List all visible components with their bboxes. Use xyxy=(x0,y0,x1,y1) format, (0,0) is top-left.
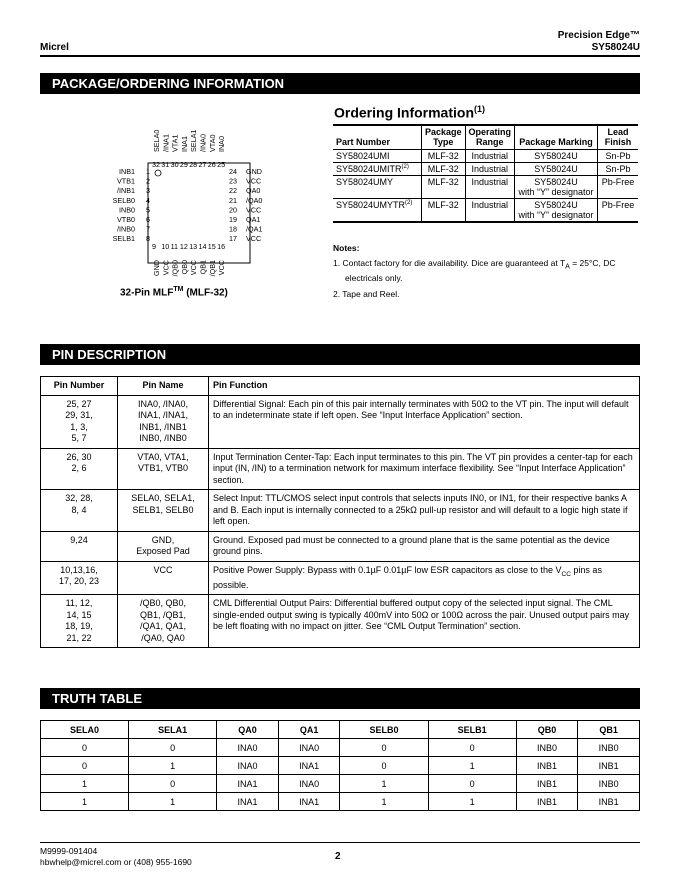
pin-number-line: 26, 30 xyxy=(66,451,92,462)
pin-number-bottom: 13 xyxy=(189,242,198,251)
ordering-row xyxy=(333,163,638,176)
truth-row xyxy=(41,793,640,811)
section-package-ordering: PACKAGE/ORDERING INFORMATION xyxy=(40,73,640,94)
section-pin-description: PIN DESCRIPTION xyxy=(40,344,640,365)
pin-number-top: 28 xyxy=(189,160,198,169)
pin-number-left: 8 xyxy=(146,234,150,244)
pin-number-line: 10,13,16, xyxy=(60,564,98,575)
truth-cell: INB1 xyxy=(578,793,640,811)
pin-number-line: 9,24 xyxy=(70,534,88,545)
pin-row xyxy=(41,490,640,532)
truth-cell: 1 xyxy=(41,793,129,811)
pin-row xyxy=(41,395,640,448)
col-part-number: Part Number xyxy=(333,125,422,150)
truth-cell: 1 xyxy=(129,793,217,811)
product-line: Precision Edge™ xyxy=(557,30,640,41)
cell-marking xyxy=(515,199,598,223)
pin-name-line: /QA0, QA0 xyxy=(141,632,185,643)
pin-name-line: INA1, /INA1, xyxy=(137,410,189,420)
pin-label-bottom: /QB0 xyxy=(170,260,180,277)
pin-number-right: 17 xyxy=(229,234,237,244)
truth-cell: 0 xyxy=(41,739,129,757)
cell-pin-number xyxy=(41,395,118,448)
truth-cell: 0 xyxy=(428,739,516,757)
notes-heading: Notes: xyxy=(333,243,360,253)
cell-part xyxy=(333,150,422,163)
note-1: 1. Contact factory for die availability. Dice are guaranteed at $T_A = 25^\circ C$, DC electricals only. xyxy=(333,258,616,283)
truth-cell: 1 xyxy=(340,775,428,793)
pin-function-text: Input Termination Center-Tap: Each input terminates to this pin. The VT pin provides a center-tap for each input (IN, /IN) to a termination network for maximum interface flexibility. See “Input Interface Application” section. xyxy=(213,451,633,485)
cell-pin-name xyxy=(118,595,209,648)
pin-number-line: 2, 6 xyxy=(71,463,87,473)
cell-lead-finish: Pb-Free xyxy=(598,199,639,223)
pin-label-left: SELB0 xyxy=(112,195,135,205)
cell-pin-number xyxy=(41,561,118,595)
pin-label-right: VCC xyxy=(246,205,262,215)
pin-label-right: VCC xyxy=(246,234,262,244)
truth-row xyxy=(41,757,640,775)
header-rule xyxy=(40,55,640,57)
truth-cell: 0 xyxy=(129,739,217,757)
cell-pin-name xyxy=(118,395,209,448)
pin-name-line: VTA0, VTA1, xyxy=(137,451,189,462)
pin-number-right: 23 xyxy=(229,176,237,186)
pin-number-left: 6 xyxy=(146,215,150,224)
col-package-marking: Package Marking xyxy=(515,125,598,150)
pin-number-left: 4 xyxy=(146,195,150,205)
truth-header-row xyxy=(41,721,640,739)
pin-label-top: INA0 xyxy=(217,136,227,152)
cell-pin-function xyxy=(209,595,640,648)
cell-pin-number xyxy=(41,490,118,532)
pin-label-right: QA0 xyxy=(246,186,261,196)
pin-number-top: 26 xyxy=(207,160,216,169)
pin-name-line: VCC xyxy=(153,564,173,575)
col-pin-function: Pin Function xyxy=(209,377,640,396)
pin-number-left: 1 xyxy=(146,167,150,176)
pin-number-right: 20 xyxy=(229,205,237,215)
part-number: SY58024UMYTR xyxy=(336,200,406,210)
pin-number-bottom: 10 xyxy=(161,242,170,251)
pin-label-right: /QA0 xyxy=(246,195,263,205)
truth-cell: 1 xyxy=(129,757,217,775)
cell-part xyxy=(333,176,422,199)
pin-number-top: 27 xyxy=(198,160,207,169)
truth-cell: INA1 xyxy=(278,757,340,775)
ordering-row xyxy=(333,176,638,199)
pin-name-line: INA0, /INA0, xyxy=(137,398,189,409)
truth-cell: INB1 xyxy=(516,793,578,811)
pin-name-line: VTB1, VTB0 xyxy=(137,463,189,473)
pin-label-right: GND xyxy=(246,167,262,176)
package-caption: 32-Pin MLF™ (MLF-32) xyxy=(120,286,228,299)
pin-number-line: 5, 7 xyxy=(71,433,87,443)
ordering-header-row xyxy=(333,125,638,150)
truth-col-header: QA0 xyxy=(217,721,279,739)
pin-number-line: 25, 27 xyxy=(66,398,92,409)
pin-number-bottom: 11 xyxy=(170,242,179,251)
pin-function-sub: CC xyxy=(561,570,571,578)
truth-table xyxy=(40,720,640,811)
cell-pin-name xyxy=(118,561,209,595)
pin-number-top: 32 xyxy=(152,160,160,169)
part-number: SY58024UMI xyxy=(336,151,390,161)
note-2: 2. Tape and Reel. xyxy=(333,288,400,299)
truth-row xyxy=(41,775,640,793)
pin-label-left: INB0 xyxy=(119,205,135,215)
pin-label-left: VTB1 xyxy=(117,176,135,186)
pin-number-left: 7 xyxy=(146,224,150,234)
cell-operating-range: Industrial xyxy=(465,150,515,163)
pin-number-bottom: 12 xyxy=(179,242,188,251)
truth-col-header: QB1 xyxy=(578,721,640,739)
cell-pin-name xyxy=(118,531,209,561)
pin-name-line: /QB0, QB0, xyxy=(139,598,187,609)
pin-number-line: 1, 3, xyxy=(70,421,88,432)
cell-package-type: MLF-32 xyxy=(422,163,466,176)
pin-number-top: 29 xyxy=(179,160,188,169)
pin-number-bottom: 16 xyxy=(217,242,226,251)
marking-line: SY58024U xyxy=(534,177,578,187)
pin-label-left: /INB0 xyxy=(117,224,135,234)
truth-cell: INA0 xyxy=(278,739,340,757)
pin-name-line: /QA1, QA1, xyxy=(139,621,187,632)
truth-cell: 1 xyxy=(428,757,516,775)
pin-function-text: Positive Power Supply: Bypass with 0.1µF 0.01µF low ESR capacitors as close to the V xyxy=(213,564,562,575)
col-lead-finish: Lead Finish xyxy=(598,125,639,150)
pin-number-line: 17, 20, 23 xyxy=(58,576,100,586)
pin-function-text: Ground. Exposed pad must be connected to a ground plane that is the same potential as the device ground pins. xyxy=(213,534,610,556)
pin-number-right: 24 xyxy=(229,167,237,176)
cell-pin-function xyxy=(209,561,640,595)
truth-col-header: SELA1 xyxy=(129,721,217,739)
pin-label-left: SELB1 xyxy=(112,234,135,244)
cell-lead-finish: Pb-Free xyxy=(598,176,639,199)
truth-col-header: QA1 xyxy=(278,721,340,739)
truth-cell: INB0 xyxy=(516,739,578,757)
ordering-notes xyxy=(333,243,643,305)
truth-cell: INA0 xyxy=(278,775,340,793)
truth-col-header: SELB0 xyxy=(340,721,428,739)
pin-label-bottom: GND xyxy=(152,260,161,276)
truth-cell: INA1 xyxy=(217,775,279,793)
pin-label-bottom: /QB1 xyxy=(207,260,217,277)
pin-label-right: QA1 xyxy=(246,215,261,224)
ordering-row xyxy=(333,199,638,223)
pin-number-right: 18 xyxy=(229,224,237,234)
cell-pin-number xyxy=(41,448,118,490)
cell-marking xyxy=(515,150,598,163)
pin-label-bottom: VCC xyxy=(189,260,199,276)
truth-cell: INB1 xyxy=(578,757,640,775)
truth-cell: 0 xyxy=(129,775,217,793)
cell-pin-function xyxy=(209,448,640,490)
pin-number-bottom: 9 xyxy=(152,242,156,251)
doc-number: M9999-091404 xyxy=(40,846,98,856)
ordering-row xyxy=(333,150,638,163)
cell-marking xyxy=(515,163,598,176)
truth-cell: 1 xyxy=(41,775,129,793)
pin-number-left: 3 xyxy=(146,186,150,196)
pin-label-top: INA1 xyxy=(179,136,189,152)
pin-number-right: 19 xyxy=(229,215,237,224)
marking-line: SY58024U xyxy=(534,164,578,174)
pin-number-line: 11, 12, xyxy=(65,598,93,609)
pin-row xyxy=(41,595,640,648)
truth-cell: INA0 xyxy=(217,739,279,757)
pin-number-line: 8, 4 xyxy=(71,504,87,515)
pin-number-top: 31 xyxy=(161,160,170,169)
pin-name-line: SELB1, SELB0 xyxy=(132,504,194,515)
truth-cell: 1 xyxy=(340,793,428,811)
pin-number-left: 2 xyxy=(146,176,150,186)
pin-number-line: 32, 28, xyxy=(65,493,93,503)
truth-cell: INA1 xyxy=(278,793,340,811)
cell-pin-number xyxy=(41,595,118,648)
truth-col-header: SELA0 xyxy=(41,721,129,739)
pin-number-right: 22 xyxy=(229,186,237,196)
cell-operating-range: Industrial xyxy=(465,176,515,199)
pin-number-line: 14, 15 xyxy=(66,609,92,620)
cell-package-type: MLF-32 xyxy=(422,176,466,199)
truth-cell: INB0 xyxy=(578,739,640,757)
truth-cell: 0 xyxy=(41,757,129,775)
pin-label-bottom: VCC xyxy=(161,260,171,276)
pin-label-left: INB1 xyxy=(119,167,135,176)
pin-label-left: VTB0 xyxy=(117,215,135,224)
truth-cell: INB0 xyxy=(578,775,640,793)
pin-label-right: /QA1 xyxy=(246,224,263,234)
pin-number-bottom: 15 xyxy=(207,242,216,251)
truth-col-header: QB0 xyxy=(516,721,578,739)
truth-cell: 1 xyxy=(428,793,516,811)
part-number: SY58024UMY xyxy=(336,177,394,187)
ordering-title: Ordering Information$^{(1)}$ xyxy=(334,104,485,121)
cell-pin-function xyxy=(209,531,640,561)
truth-cell: INA0 xyxy=(217,757,279,775)
ordering-table xyxy=(333,124,638,223)
truth-col-header: SELB1 xyxy=(428,721,516,739)
pin-name-line: INB0, /INB0 xyxy=(139,433,187,443)
marking-line: SY58024U xyxy=(534,151,578,161)
header-right xyxy=(558,30,640,54)
part-footnote: (2) xyxy=(401,164,409,170)
package-diagram xyxy=(60,108,300,286)
pin-number-top: 30 xyxy=(170,160,179,169)
part-footnote: (2) xyxy=(405,200,413,206)
pin-row xyxy=(41,531,640,561)
pin-function-text: Select Input: TTL/CMOS select input controls that selects inputs IN0, or IN1, for their respective banks A and B. Each input is internally connected to a 25kΩ pull-up resistor and will default to a logic high state if left open. xyxy=(213,493,628,526)
truth-cell: INB1 xyxy=(516,757,578,775)
truth-cell: 0 xyxy=(428,775,516,793)
pin-row xyxy=(41,561,640,595)
truth-cell: INA1 xyxy=(217,793,279,811)
pin-label-bottom: QB0 xyxy=(179,260,189,275)
pin-function-text: Differential Signal: Each pin of this pair internally terminates with 50Ω to the VT pin. The input will default to an indeterminate state if left open. See “Input Interface Application” section. xyxy=(213,398,629,420)
pin-number-left: 5 xyxy=(146,205,150,215)
cell-pin-number xyxy=(41,531,118,561)
cell-part xyxy=(333,199,422,223)
section-truth-table: TRUTH TABLE xyxy=(40,688,640,709)
cell-package-type: MLF-32 xyxy=(422,150,466,163)
col-pin-name: Pin Name xyxy=(118,377,209,396)
marking-designator: with “Y” designator xyxy=(518,210,594,220)
truth-row xyxy=(41,739,640,757)
pin-number-bottom: 14 xyxy=(198,242,207,251)
marking-line: SY58024U xyxy=(534,200,578,210)
pin-number-line: 18, 19, xyxy=(65,621,93,632)
truth-cell: 0 xyxy=(340,739,428,757)
cell-part xyxy=(333,163,422,176)
pin-name-line: Exposed Pad xyxy=(136,546,190,556)
cell-lead-finish: Sn-Pb xyxy=(598,163,639,176)
cell-pin-name xyxy=(118,448,209,490)
col-operating-range: Operating Range xyxy=(465,125,515,150)
footer-left xyxy=(40,846,192,868)
pin-function-tail: pins as possible. xyxy=(213,564,602,590)
pin-number-line: 29, 31, xyxy=(65,410,93,420)
cell-pin-function xyxy=(209,490,640,532)
footer-rule xyxy=(40,842,640,843)
pin-label-right: VCC xyxy=(246,176,262,186)
pin-row xyxy=(41,448,640,490)
marking-designator: with “Y” designator xyxy=(518,187,594,197)
pin-name-line: SELA0, SELA1, xyxy=(131,493,195,503)
pin-label-top: VTA1 xyxy=(170,134,180,152)
pin-label-left: /INB1 xyxy=(117,186,135,196)
col-package-type: Package Type xyxy=(422,125,466,150)
part-number-header: SY58024U xyxy=(591,42,640,53)
cell-operating-range: Industrial xyxy=(465,163,515,176)
truth-cell: INB1 xyxy=(516,775,578,793)
pin-name-line: QB1, /QB1, xyxy=(139,609,187,620)
pin-label-bottom: VCC xyxy=(217,260,227,276)
pin-label-top: VTA0 xyxy=(207,134,217,152)
cell-pin-function xyxy=(209,395,640,448)
pin-number-right: 21 xyxy=(229,195,237,205)
cell-operating-range: Industrial xyxy=(465,199,515,223)
pin-function-text: CML Differential Output Pairs: Differential buffered output copy of the selected input signal. The CML single-ended output swing is typically 400mV into 50Ω or 100Ω across the pair. Unused output pairs may be left floating with no impact on jitter. See “CML Output Termination” section. xyxy=(213,598,630,632)
pin-description-table xyxy=(40,376,640,648)
pin-label-top: /INA1 xyxy=(161,134,171,152)
pin-header-row xyxy=(41,377,640,396)
pin-name-line: INB1, /INB1 xyxy=(139,421,187,432)
cell-marking xyxy=(515,176,598,199)
company-name: Micrel xyxy=(40,42,69,53)
pin1-marker xyxy=(155,170,161,176)
pin-number-line: 21, 22 xyxy=(66,632,92,643)
pin-name-line: GND, xyxy=(151,534,175,545)
cell-lead-finish: Sn-Pb xyxy=(598,150,639,163)
part-number: SY58024UMITR xyxy=(336,164,402,174)
cell-package-type: MLF-32 xyxy=(422,199,466,223)
pin-label-top: SELA1 xyxy=(189,129,199,152)
pin-label-bottom: QB1 xyxy=(198,260,208,275)
truth-cell: 0 xyxy=(340,757,428,775)
page-number: 2 xyxy=(335,851,341,862)
pin-label-top: /INA0 xyxy=(198,134,208,152)
pin-number-top: 25 xyxy=(217,160,226,169)
col-pin-number: Pin Number xyxy=(41,377,118,396)
cell-pin-name xyxy=(118,490,209,532)
pin-label-top: SELA0 xyxy=(152,129,161,152)
contact-info: hbwhelp@micrel.com or (408) 955-1690 xyxy=(40,857,192,867)
